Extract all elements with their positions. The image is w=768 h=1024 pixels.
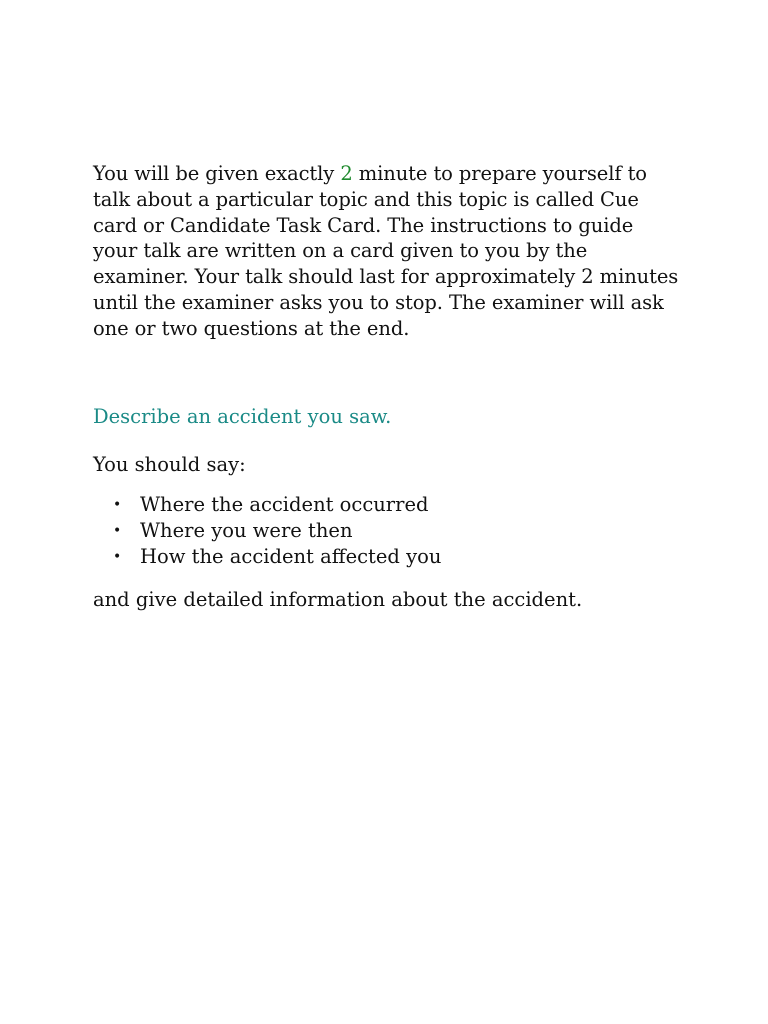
intro-text-end: minute to prepare yourself to talk about a particular topic and this topic is called Cue card or Candidate Task Card. The instructions to guide your talk are written on a card given to you by the examiner. Your talk should last for approximately 2 minutes until the examiner asks you to stop. The examiner will ask one or two questions at the end.: [93, 162, 679, 340]
bullet-icon: •: [113, 548, 122, 565]
cue-points-list: [93, 492, 683, 570]
intro-paragraph: [93, 161, 683, 342]
bullet-icon: •: [113, 496, 122, 513]
intro-text-start: You will be given exactly: [93, 162, 341, 185]
cue-point-text: Where the accident occurred: [140, 492, 429, 516]
cue-point-text: How the accident affected you: [140, 544, 442, 568]
cue-card-title: Describe an accident you saw.: [93, 404, 392, 428]
closing-text: and give detailed information about the accident.: [93, 587, 583, 611]
lead-in-text: You should say:: [93, 452, 246, 476]
list-item: [93, 518, 683, 544]
list-item: [93, 544, 683, 570]
document-body: [93, 161, 683, 613]
bullet-icon: •: [113, 522, 122, 539]
prep-time-number: 2: [340, 162, 353, 185]
list-item: [93, 492, 683, 518]
cue-point-text: Where you were then: [140, 518, 353, 542]
